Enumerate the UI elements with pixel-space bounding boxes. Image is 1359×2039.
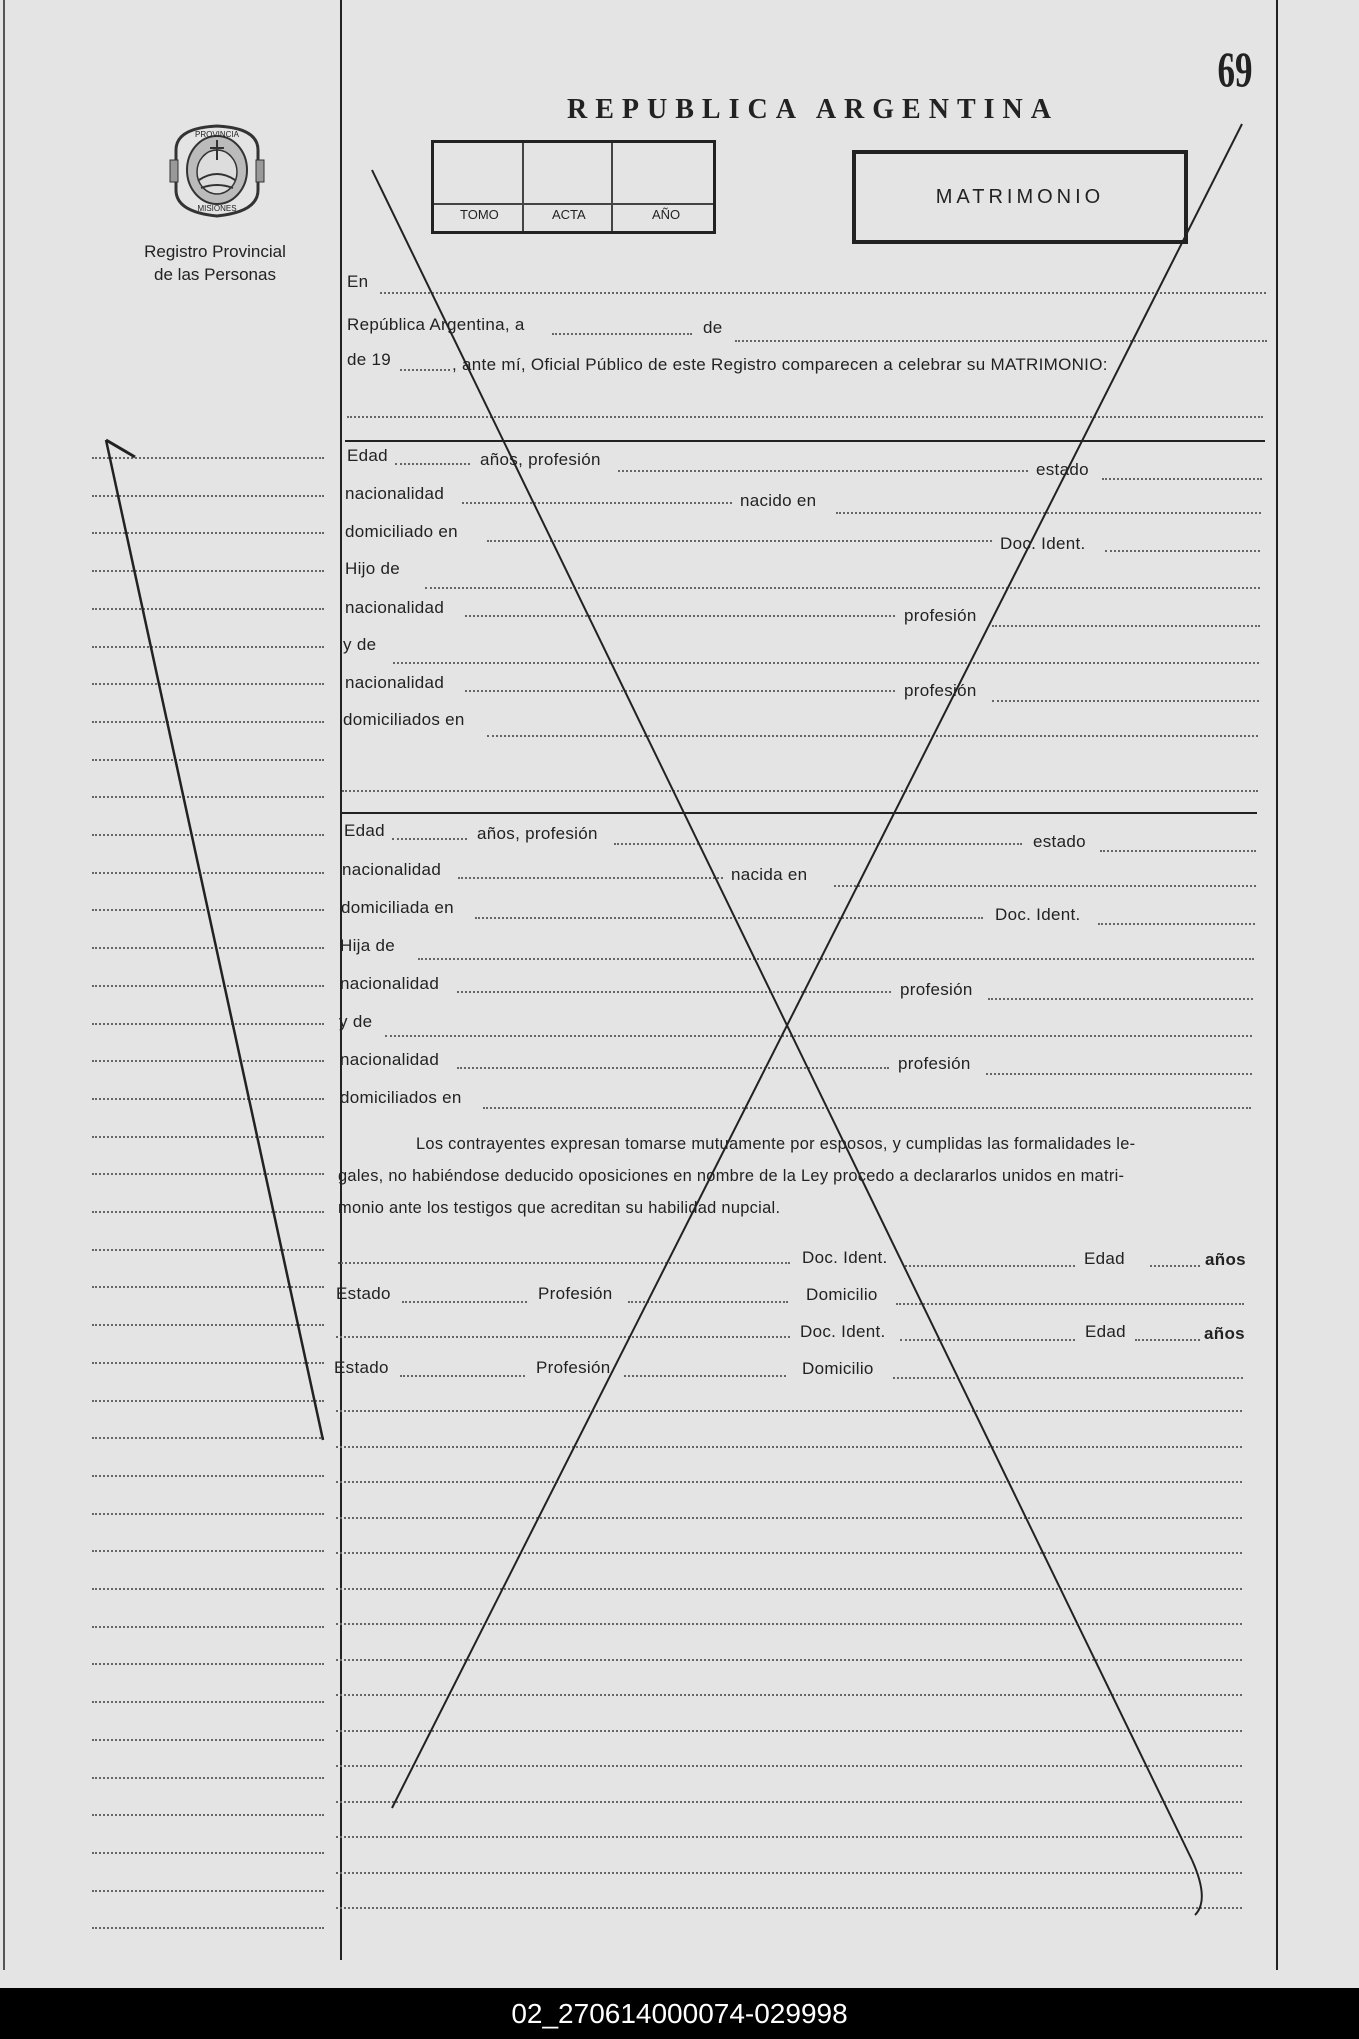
table-col-ano: AÑO [652, 207, 681, 222]
groom-doc-ident: Doc. Ident. [1000, 534, 1086, 553]
label-ante-mi: , ante mí, Oficial Público de este Registro comparecen a celebrar su MATRIMONIO: [452, 355, 1108, 374]
witness1-estado: Estado [336, 1284, 391, 1303]
margin-cancel-stroke [106, 440, 323, 1440]
bride-y-de: y de [339, 1012, 373, 1031]
groom-domiciliado-en: domiciliado en [345, 522, 458, 541]
groom-profesion-padre: profesión [904, 606, 977, 625]
bride-hija-de: Hija de [340, 936, 396, 955]
bride-domiciliada-en: domiciliada en [341, 898, 454, 917]
declaration-line-3: monio ante los testigos que acreditan su habilidad nupcial. [338, 1199, 781, 1217]
witness1-profesion: Profesión [538, 1284, 613, 1303]
witness1-domicilio: Domicilio [806, 1285, 878, 1304]
bride-anos-profesion: años, profesión [477, 824, 598, 843]
table-col-acta: ACTA [552, 207, 586, 222]
bride-edad: Edad [344, 821, 385, 840]
page-number: 69 [1217, 41, 1253, 97]
groom-nacionalidad-madre: nacionalidad [345, 673, 445, 692]
bride-profesion-padre: profesión [900, 980, 973, 999]
bride-domiciliados-en: domiciliados en [340, 1088, 462, 1107]
table-col-tomo: TOMO [460, 207, 499, 222]
groom-domiciliados-en: domiciliados en [343, 710, 465, 729]
witness2-doc-ident: Doc. Ident. [800, 1322, 886, 1341]
witness2-profesion: Profesión [536, 1358, 611, 1377]
groom-profesion-madre: profesión [904, 681, 977, 700]
witness2-anos: años [1204, 1324, 1245, 1343]
groom-estado: estado [1036, 460, 1089, 479]
bride-profesion-madre: profesión [898, 1054, 971, 1073]
bride-doc-ident: Doc. Ident. [995, 905, 1081, 924]
document-id: 02_270614000074-029998 [511, 1998, 848, 2029]
registry-line-1: Registro Provincial [144, 242, 286, 261]
groom-edad: Edad [347, 446, 388, 465]
seal-bottom-text: MISIONES [197, 204, 237, 213]
cancel-stroke-2 [392, 124, 1242, 1808]
seal-top-text: PROVINCIA [194, 130, 240, 139]
country-title: REPUBLICA ARGENTINA [567, 94, 1059, 125]
witness2-domicilio: Domicilio [802, 1359, 874, 1378]
bride-nacionalidad-madre: nacionalidad [340, 1050, 440, 1069]
groom-anos-profesion: años, profesión [480, 450, 601, 469]
bride-nacionalidad-padre: nacionalidad [340, 974, 440, 993]
cancel-stroke-1 [372, 170, 1192, 1860]
groom-y-de: y de [343, 635, 377, 654]
bride-nacida-en: nacida en [731, 865, 808, 884]
declaration-line-2: gales, no habiéndose deducido oposiciones en nombre de la Ley procedo a declararlos unidos en matri- [338, 1167, 1125, 1185]
groom-hijo-de: Hijo de [345, 559, 401, 578]
registry-line-2: de las Personas [154, 265, 276, 284]
groom-nacionalidad-padre: nacionalidad [345, 598, 445, 617]
witness2-estado: Estado [334, 1358, 389, 1377]
label-de19: de 19 [347, 350, 392, 369]
label-de: de [703, 318, 723, 337]
label-en: En [347, 272, 369, 291]
bride-nacionalidad: nacionalidad [342, 860, 442, 879]
witness1-doc-ident: Doc. Ident. [802, 1248, 888, 1267]
groom-nacionalidad: nacionalidad [345, 484, 445, 503]
record-type-label: MATRIMONIO [935, 186, 1105, 208]
label-republica: República Argentina, a [347, 315, 525, 334]
declaration-line-1: Los contrayentes expresan tomarse mutuamente por esposos, y cumplidas las formalidades le- [416, 1135, 1136, 1153]
witness1-edad: Edad [1084, 1249, 1125, 1268]
groom-nacido-en: nacido en [740, 491, 817, 510]
witness1-anos: años [1205, 1250, 1246, 1269]
bride-estado: estado [1033, 832, 1086, 851]
witness2-edad: Edad [1085, 1322, 1126, 1341]
